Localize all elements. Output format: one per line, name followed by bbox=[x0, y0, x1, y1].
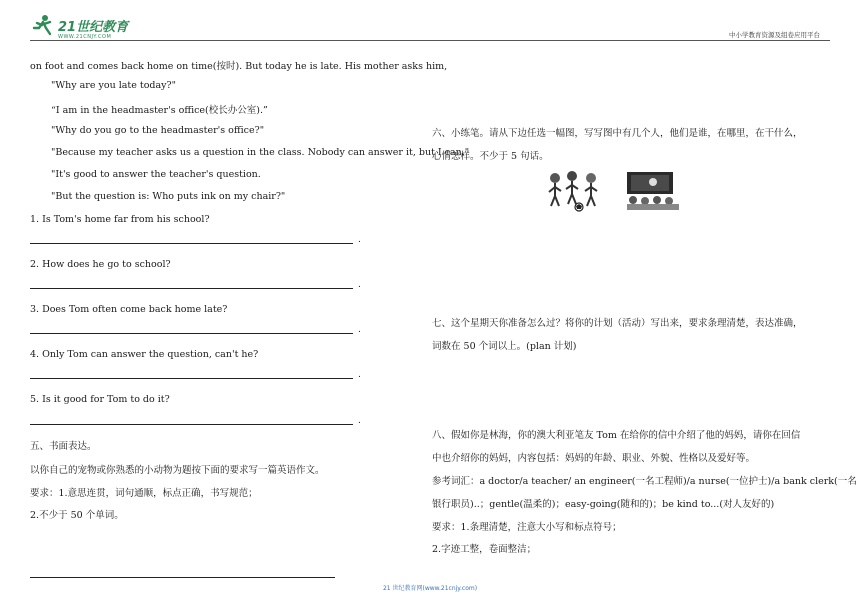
section-7-line: 七、这个星期天你准备怎么过？将你的计划（活动）写出来，要求条理清楚，表达准确， bbox=[432, 318, 803, 329]
header-divider bbox=[30, 40, 830, 41]
section-8-vocabulary: 银行职员)..；gentle(温柔的)；easy-going(随和的)；be kind to...(对人友好的) bbox=[432, 499, 775, 510]
section-6-line: 六、小练笔。请从下边任选一幅图，写写图中有几个人，他们是谁，在哪里，在干什么， bbox=[432, 128, 803, 139]
story-line: "It's good to answer the teacher's question. bbox=[51, 169, 261, 180]
section-5-instruction: 以你自己的宠物或你熟悉的小动物为题按下面的要求写一篇英语作文。 bbox=[30, 465, 325, 476]
story-line: "But the question is: Who puts ink on my chair?" bbox=[51, 191, 286, 202]
section-5-title: 五、书面表达。 bbox=[30, 441, 97, 452]
runner-logo-icon bbox=[30, 14, 56, 36]
story-line: "Why are you late today?" bbox=[51, 80, 176, 91]
section-5-requirement: 要求：1.意思连贯，词句通顺，标点正确，书写规范； bbox=[30, 488, 258, 499]
classroom-image bbox=[623, 170, 683, 212]
answer-line-5[interactable] bbox=[30, 424, 353, 425]
answer-period: . bbox=[358, 325, 361, 335]
writing-line[interactable] bbox=[30, 577, 335, 578]
section-7-line: 词数在 50 个词以上。(plan 计划) bbox=[432, 341, 577, 352]
story-line: on foot and comes back home on time(按时). But today he is late. His mother asks him, bbox=[30, 61, 448, 72]
section-8-line: 中也介绍你的妈妈，内容包括：妈妈的年龄、职业、外貌、性格以及爱好等。 bbox=[432, 453, 756, 464]
question-2: 2. How does he go to school? bbox=[30, 259, 171, 270]
answer-period: . bbox=[358, 370, 361, 380]
answer-line-3[interactable] bbox=[30, 333, 353, 334]
story-line: “I am in the headmaster's office(校长办公室).” bbox=[51, 105, 268, 116]
story-line: "Because my teacher asks us a question in the class. Nobody can answer it, but I can." bbox=[51, 147, 470, 158]
question-5: 5. Is it good for Tom to do it? bbox=[30, 394, 170, 405]
story-line: "Why do you go to the headmaster's office?" bbox=[51, 125, 265, 136]
answer-period: . bbox=[358, 235, 361, 245]
logo-text: 21世纪教育 bbox=[58, 19, 129, 35]
question-4: 4. Only Tom can answer the question, can't he? bbox=[30, 349, 259, 360]
answer-period: . bbox=[358, 280, 361, 290]
answer-line-4[interactable] bbox=[30, 378, 353, 379]
logo-subtitle: WWW.21CNJY.COM bbox=[58, 34, 112, 40]
answer-period: . bbox=[358, 416, 361, 426]
footer-link[interactable]: 21 世纪教育网(www.21cnjy.com) bbox=[382, 585, 478, 592]
platform-name: 中小学教育资源及组卷应用平台 bbox=[729, 31, 820, 39]
question-1: 1. Is Tom's home far from his school? bbox=[30, 214, 210, 225]
section-8-vocabulary: 参考词汇：a doctor/a teacher/ an engineer(一名工程师)/a nurse(一位护士)/a bank clerk(一名 bbox=[432, 476, 857, 487]
section-5-requirement: 2.不少于 50 个单词。 bbox=[30, 510, 124, 521]
section-6-line: 心情怎样。不少于 5 句话。 bbox=[432, 151, 549, 162]
answer-line-2[interactable] bbox=[30, 288, 353, 289]
site-logo bbox=[30, 14, 128, 36]
children-playing-football-image bbox=[545, 170, 605, 212]
section-8-line: 八、假如你是林海，你的澳大利亚笔友 Tom 在给你的信中介绍了他的妈妈，请你在回信 bbox=[432, 430, 801, 441]
answer-line-1[interactable] bbox=[30, 243, 353, 244]
section-8-requirement: 2.字迹工整，卷面整洁； bbox=[432, 544, 537, 555]
question-3: 3. Does Tom often come back home late? bbox=[30, 304, 228, 315]
section-8-requirement: 要求：1.条理清楚，注意大小写和标点符号； bbox=[432, 522, 622, 533]
